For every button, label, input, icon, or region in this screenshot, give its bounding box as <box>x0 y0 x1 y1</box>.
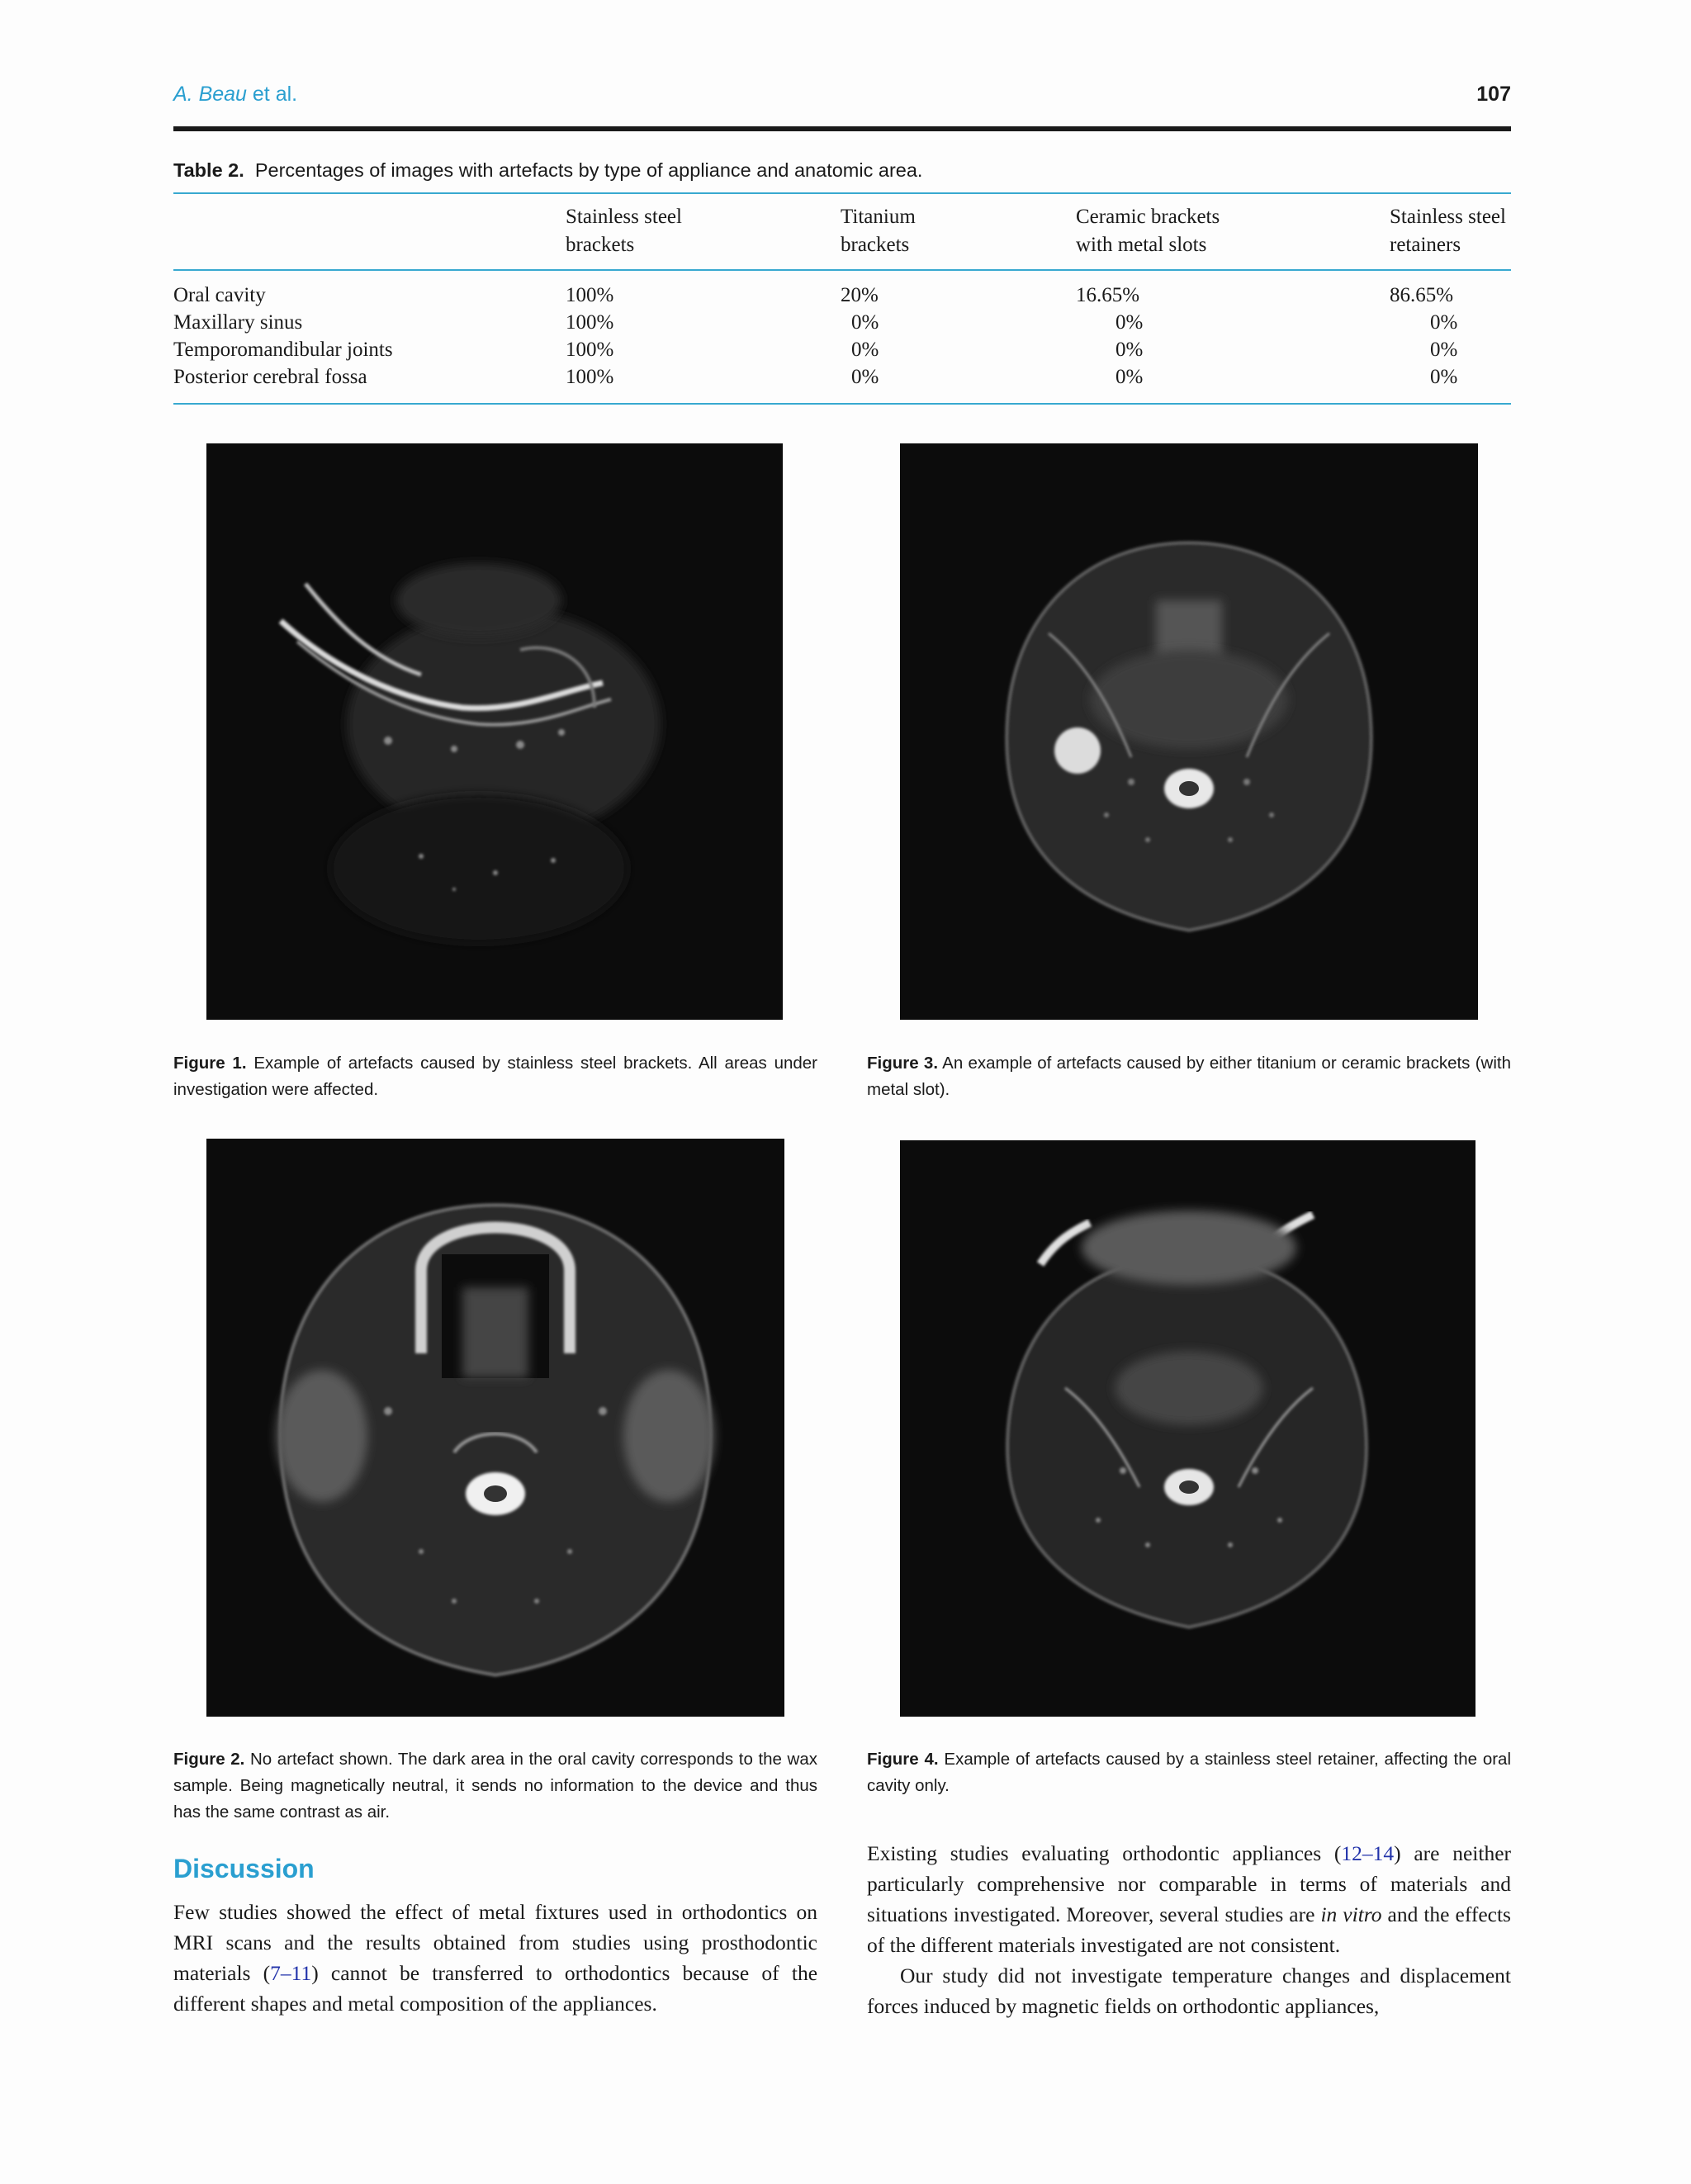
table-row-label: Temporomandibular joints <box>173 339 393 361</box>
col-header-line: with metal slots <box>1076 234 1207 256</box>
col-header-line: brackets <box>841 234 910 256</box>
table-cell: 0% <box>1430 339 1458 361</box>
figure-3-image <box>900 443 1478 1020</box>
table-row-label: Oral cavity <box>173 284 266 306</box>
text-run: and the effects of the different materials investigated are not consistent. <box>867 1902 1511 1957</box>
table-bottom-rule <box>173 403 1511 405</box>
text-run: Existing studies evaluating orthodontic appliances ( <box>867 1841 1342 1865</box>
discussion-paragraph: Our study did not investigate temperature changes and displacement forces induced by magnetic fields on orthodontic appliances, <box>867 1964 1511 2018</box>
table-cell: 20% <box>841 284 879 306</box>
figure-1-label: Figure 1. <box>173 1054 247 1073</box>
table-cell: 0% <box>1115 311 1144 334</box>
col-header-stainless-brackets <box>566 203 682 259</box>
table-cell: 100% <box>566 284 614 306</box>
author-etal: et al. <box>246 83 298 106</box>
figure-1-caption <box>173 1050 817 1103</box>
table-caption-label: Table 2. <box>173 159 244 181</box>
col-header-line: Ceramic brackets <box>1076 206 1220 228</box>
table-cell: 100% <box>566 366 614 388</box>
table-caption <box>173 159 922 182</box>
table-cell: 16.65% <box>1076 284 1140 306</box>
figure-2-label: Figure 2. <box>173 1750 245 1769</box>
figure-1-image <box>206 443 783 1020</box>
text-run: Few studies showed the effect of metal fixtures used in orthodontics on MRI scans and the results obtained from studies using prosthodontic materials ( <box>173 1900 817 1985</box>
text-run-italic: in vitro <box>1320 1902 1382 1926</box>
author-name: A. Beau <box>173 83 247 106</box>
author-link[interactable] <box>173 83 297 106</box>
figure-2-image <box>206 1139 784 1717</box>
table-mid-rule <box>173 269 1511 271</box>
table-cell: 0% <box>1115 339 1144 361</box>
figure-4-caption <box>867 1746 1511 1799</box>
col-header-ceramic <box>1076 203 1220 259</box>
discussion-paragraph <box>173 1897 817 2019</box>
header-rule <box>173 126 1511 131</box>
figure-1-text: Example of artefacts caused by stainless steel brackets. All areas under investigation were affected. <box>173 1054 818 1099</box>
figure-4-image <box>900 1140 1475 1717</box>
citation-link-7-11[interactable]: 7–11 <box>270 1961 312 1985</box>
figure-3-caption <box>867 1050 1511 1103</box>
figure-4-text: Example of artefacts caused by a stainless steel retainer, affecting the oral cavity only. <box>867 1750 1511 1795</box>
figure-4-label: Figure 4. <box>867 1750 939 1769</box>
discussion-left-column <box>173 1897 817 2019</box>
figure-2-text: No artefact shown. The dark area in the oral cavity corresponds to the wax sample. Being magnetically neutral, it sends no information to the device and thus has the same contrast as air. <box>173 1750 817 1822</box>
discussion-heading: Discussion <box>173 1854 315 1883</box>
text-run: ) are neither particularly comprehensive nor comparable in terms of materials and situations investigated. Moreover, several studies are <box>867 1841 1512 1926</box>
page-number: 107 <box>1476 83 1511 106</box>
col-header-titanium <box>841 203 916 259</box>
col-header-retainers <box>1390 203 1506 259</box>
figure-3-text: An example of artefacts caused by either titanium or ceramic brackets (with metal slot). <box>867 1054 1511 1099</box>
table-cell: 0% <box>851 311 879 334</box>
table-cell: 0% <box>1430 366 1458 388</box>
table-cell: 100% <box>566 311 614 334</box>
table-cell: 0% <box>1430 311 1458 334</box>
col-header-line: Titanium <box>841 206 916 228</box>
discussion-paragraph <box>867 1838 1511 1960</box>
table-row-label: Posterior cerebral fossa <box>173 366 367 388</box>
col-header-line: Stainless steel <box>566 206 682 228</box>
col-header-line: retainers <box>1390 234 1461 256</box>
table-cell: 0% <box>1115 366 1144 388</box>
table-cell: 0% <box>851 339 879 361</box>
figure-3-label: Figure 3. <box>867 1054 939 1073</box>
table-caption-text: Percentages of images with artefacts by type of appliance and anatomic area. <box>254 159 923 181</box>
table-row-label: Maxillary sinus <box>173 311 303 334</box>
running-head <box>173 83 297 107</box>
discussion-right-column <box>867 1838 1511 2021</box>
table-cell: 100% <box>566 339 614 361</box>
table-cell: 86.65% <box>1390 284 1454 306</box>
table-top-rule <box>173 192 1511 194</box>
citation-link-12-14[interactable]: 12–14 <box>1341 1841 1395 1865</box>
col-header-line: Stainless steel <box>1390 206 1506 228</box>
table-cell: 0% <box>851 366 879 388</box>
text-run: ) cannot be transferred to orthodontics because of the different shapes and metal composition of the appliances. <box>173 1961 818 2016</box>
col-header-line: brackets <box>566 234 635 256</box>
figure-2-caption <box>173 1746 817 1826</box>
